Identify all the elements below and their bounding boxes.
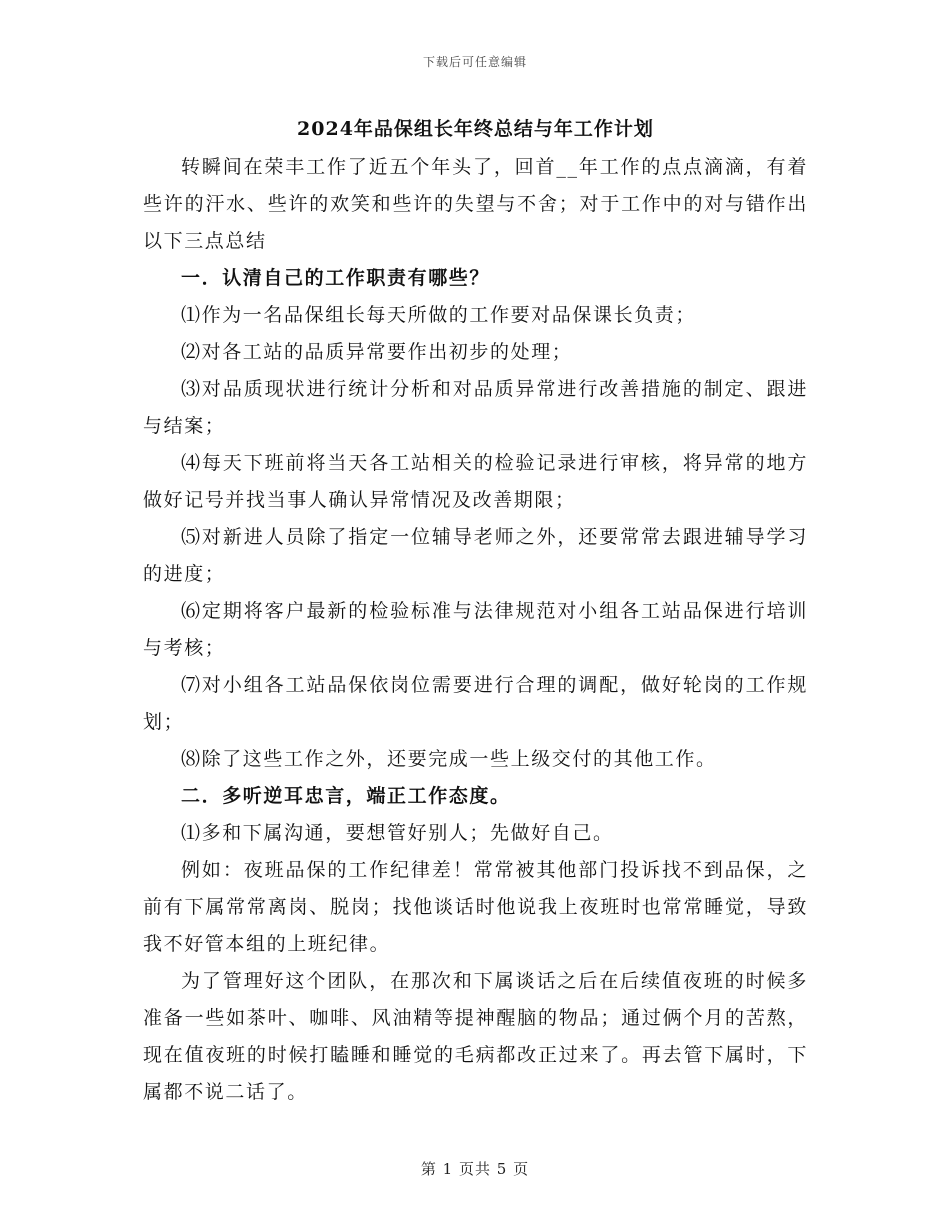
section-1-item-8: ⑻除了这些工作之外，还要完成一些上级交付的其他工作。: [181, 748, 717, 770]
section-1-item-5: ⑸对新进人员除了指定一位辅导老师之外，还要常常去跟进辅导学习的进度；: [143, 526, 808, 585]
header-note: 下载后可任意编辑: [422, 55, 527, 69]
page-number: 第 1 页共 5 页: [420, 1160, 530, 1178]
section-1-item-2: ⑵对各工站的品质异常要作出初步的处理；: [181, 341, 573, 363]
section-2-paragraph-3: 为了管理好这个团队，在那次和下属谈话之后在后续值夜班的时候多准备一些如茶叶、咖啡、风油精等提神醒脑的物品；通过俩个月的苦熬，现在值夜班的时候打瞌睡和睡觉的毛病都改正过来了。再去管下属时，下属都不说二话了。: [143, 970, 808, 1103]
document-body: [143, 114, 808, 1111]
section-2-heading: 二．多听逆耳忠言，端正工作态度。: [181, 785, 511, 807]
section-1-item-6: ⑹定期将客户最新的检验标准与法律规范对小组各工站品保进行培训与考核；: [143, 600, 808, 659]
document-title: 2024年品保组长年终总结与年工作计划: [297, 118, 654, 140]
section-1-item-4: ⑷每天下班前将当天各工站相关的检验记录进行审核，将异常的地方做好记号并找当事人确认异常情况及改善期限；: [143, 452, 808, 511]
section-1-item-3: ⑶对品质现状进行统计分析和对品质异常进行改善措施的制定、跟进与结案；: [143, 378, 808, 437]
section-1-item-7: ⑺对小组各工站品保依岗位需要进行合理的调配，做好轮岗的工作规划；: [143, 674, 808, 733]
section-1-item-1: ⑴作为一名品保组长每天所做的工作要对品保课长负责；: [181, 304, 697, 326]
section-1-heading: 一．认清自己的工作职责有哪些？: [181, 267, 491, 289]
intro-paragraph: 转瞬间在荣丰工作了近五个年头了，回首__年工作的点点滴滴，有着些许的汗水、些许的欢笑和些许的失望与不舍；对于工作中的对与错作出以下三点总结: [143, 156, 808, 252]
section-2-paragraph-2: 例如：夜班品保的工作纪律差！常常被其他部门投诉找不到品保，之前有下属常常离岗、脱岗；找他谈话时他说我上夜班时也常常睡觉，导致我不好管本组的上班纪律。: [143, 859, 808, 955]
section-2-paragraph-1: ⑴多和下属沟通，要想管好别人；先做好自己。: [181, 822, 614, 844]
